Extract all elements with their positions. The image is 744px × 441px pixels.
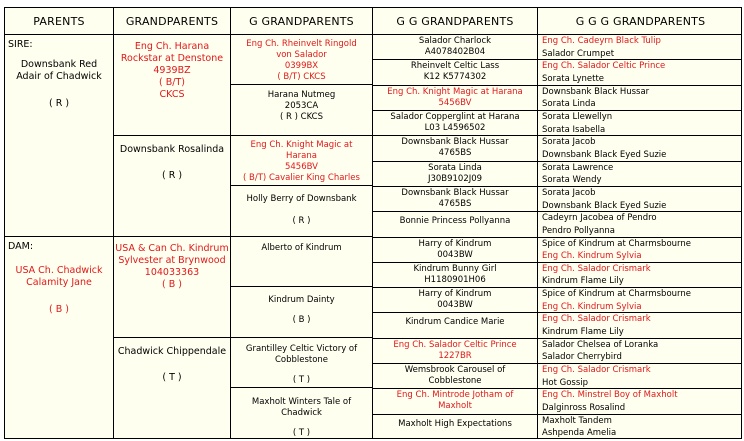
gg-grandparent-cell (373, 136, 538, 161)
g-grandparent-line: ( B/T) CKCS (277, 72, 326, 82)
grandparent-line: 104033363 (144, 267, 200, 278)
ggg-grandparent-name: Salador Chelsea of Loranka (542, 339, 659, 350)
grandparent-line: Chadwick Chippendale (117, 346, 227, 357)
ggg-grandparent-cell (538, 250, 742, 263)
grandparent-line: ( B/T) (159, 77, 185, 88)
g-grandparent-line: ( T ) (292, 375, 311, 385)
ggg-grandparent-cell (538, 377, 742, 390)
gg-grandparent-cell (373, 288, 538, 313)
ggg-grandparent-name: Pendro Pollyanna (542, 225, 616, 236)
gg-grandparent-cell (373, 263, 538, 288)
g-grandparent-cell (231, 287, 373, 338)
g-grandparent-cell (231, 35, 373, 85)
ggg-grandparent-name: Cadeyrn Jacobea of Pendro (542, 213, 657, 224)
gg-grandparent-line: Salador Charlock (418, 36, 492, 46)
ggg-grandparent-name: Salador Crumpet (542, 48, 615, 59)
gg-grandparent-line: Kindrum Bunny Girl (413, 263, 497, 274)
grandparent-line: ( T ) (162, 372, 182, 383)
ggg-grandparent-name: Sorata Lawrence (542, 162, 614, 173)
g-grandparent-line: ( B ) (292, 315, 311, 325)
grandparent-cell (114, 237, 231, 338)
ggg-grandparent-cell (538, 212, 742, 225)
g-grandparent-line: Cobblestone (274, 355, 329, 365)
ggg-grandparent-cell (538, 351, 742, 364)
ggg-grandparent-name: Spice of Kindrum at Charmsbourne (542, 289, 692, 300)
gg-grandparent-line: H1180901H06 (424, 274, 486, 285)
g-grandparent-line: Alberto of Kindrum (261, 243, 342, 253)
gg-grandparent-line: Harry of Kindrum (418, 238, 492, 249)
ggg-grandparent-cell (538, 73, 742, 86)
grandparent-line: ( B ) (162, 279, 182, 290)
grandparent-line: Rockstar at Denstone (120, 53, 224, 64)
gg-grandparent-cell (373, 238, 538, 263)
ggg-grandparent-name: Sorata Lynette (542, 73, 605, 84)
g-grandparent-cell (231, 186, 373, 237)
pedigree-table (4, 7, 742, 439)
gg-grandparent-cell (373, 364, 538, 389)
gg-grandparent-cell (373, 35, 538, 60)
grandparent-line: 4939BZ (153, 65, 191, 76)
gg-grandparent-line: 1227BR (438, 350, 472, 361)
grandparent-cell (114, 136, 231, 237)
g-grandparent-line: Eng Ch. Rheinvelt Ringold (246, 39, 357, 49)
g-grandparent-line: Holly Berry of Downsbank (246, 194, 357, 204)
gg-grandparent-cell (373, 389, 538, 414)
ggg-grandparent-cell (538, 275, 742, 288)
ggg-grandparent-cell (538, 86, 742, 99)
g-grandparent-line: ( R ) CKCS (279, 112, 324, 122)
ggg-grandparent-name: Maxholt Tandem (542, 415, 612, 426)
g-grandparent-line: Harana (286, 151, 317, 161)
ggg-grandparent-cell (538, 124, 742, 137)
gg-grandparent-line: Downsbank Black Hussar (401, 187, 509, 198)
ggg-grandparent-name: Sorata Jacob (542, 187, 596, 198)
gg-grandparent-line: Eng Ch. Knight Magic at Harana (387, 86, 523, 97)
ggg-grandparent-name: Spice of Kindrum at Charmsbourne (542, 238, 692, 249)
ggg-grandparent-cell (538, 136, 742, 149)
ggg-grandparent-cell (538, 162, 742, 175)
grandparent-cell (114, 35, 231, 136)
ggg-grandparent-name: Salador Cherrybird (542, 352, 622, 363)
gg-grandparent-cell (373, 86, 538, 111)
grandparent-cell (114, 338, 231, 439)
ggg-grandparent-cell (538, 174, 742, 187)
g-grandparent-line: Kindrum Dainty (268, 295, 335, 305)
ggg-grandparent-name: Eng Ch. Kindrum Sylvia (542, 251, 642, 262)
gg-grandparent-line: Salador Copperglint at Harana (390, 111, 520, 122)
ggg-grandparent-cell (538, 263, 742, 276)
sire-color: ( R ) (48, 98, 70, 109)
ggg-grandparent-cell (538, 225, 742, 238)
header-gg-grandparents: G G GRANDPARENTS (373, 8, 538, 35)
ggg-grandparent-name: Kindrum Flame Lily (542, 276, 624, 287)
ggg-grandparent-name: Eng Ch. Cadeyrn Black Tulip (542, 36, 661, 46)
ggg-grandparent-cell (538, 48, 742, 61)
g-grandparent-line: ( B/T) Cavalier King Charles (243, 173, 360, 183)
header-parents: PARENTS (5, 8, 114, 35)
ggg-grandparent-name: Eng Ch. Salador Crismark (542, 365, 651, 376)
header-g-grandparents: G GRANDPARENTS (231, 8, 373, 35)
ggg-grandparent-name: Sorata Linda (542, 99, 596, 110)
gg-grandparent-line: Cobblestone (428, 376, 482, 387)
dam-color: ( B ) (49, 304, 69, 315)
grandparent-line: Sylvester at Brynwood (118, 255, 226, 266)
ggg-grandparent-name: Downsbank Black Eyed Suzie (542, 200, 667, 211)
gg-grandparent-line: K12 K5774302 (423, 72, 487, 83)
gg-grandparent-line: 4765BS (438, 148, 472, 159)
ggg-grandparent-name: Eng Ch. Salador Celtic Prince (542, 61, 666, 72)
ggg-grandparent-name: Eng Ch. Kindrum Sylvia (542, 301, 642, 312)
gg-grandparent-line: A4078402B04 (424, 47, 486, 57)
gg-grandparent-cell (373, 339, 538, 364)
ggg-grandparent-name: Ashpenda Amelia (542, 428, 617, 439)
gg-grandparent-cell (373, 212, 538, 237)
gg-grandparent-line: 4765BS (438, 198, 472, 209)
g-grandparent-line: Eng Ch. Knight Magic at (250, 140, 353, 150)
grandparent-line: USA & Can Ch. Kindrum (115, 243, 229, 254)
ggg-grandparent-cell (538, 111, 742, 124)
g-grandparent-line: ( R ) (292, 216, 311, 226)
gg-grandparent-line: J30B9102J09 (427, 173, 483, 184)
g-grandparent-line: 0399BX (284, 61, 319, 71)
ggg-grandparent-cell (538, 402, 742, 415)
g-grandparent-line: von Salador (276, 50, 327, 60)
ggg-grandparent-name: Kindrum Flame Lily (542, 327, 624, 338)
ggg-grandparent-cell (538, 238, 742, 251)
sire-name-line: Adair of Chadwick (16, 71, 102, 82)
gg-grandparent-line: Kindrum Candice Marie (405, 317, 505, 328)
grandparent-line: Eng Ch. Harana (134, 41, 210, 52)
ggg-grandparent-cell (538, 288, 742, 301)
ggg-grandparent-name: Sorata Llewellyn (542, 111, 613, 122)
dam-name-line: USA Ch. Chadwick (15, 265, 103, 276)
ggg-grandparent-cell (538, 415, 742, 428)
header-grandparents: GRANDPARENTS (114, 8, 231, 35)
gg-grandparent-line: Maxholt High Expectations (398, 418, 512, 429)
gg-grandparent-cell (373, 415, 538, 439)
ggg-grandparent-cell (538, 301, 742, 314)
ggg-grandparent-cell (538, 60, 742, 73)
gg-grandparent-line: Eng Ch. Mintrode Jotham of (396, 390, 514, 401)
g-grandparent-cell (231, 136, 373, 186)
gg-grandparent-cell (373, 313, 538, 338)
ggg-grandparent-cell (538, 326, 742, 339)
g-grandparent-line: Harana Nutmeg (267, 90, 336, 100)
gg-grandparent-cell (373, 187, 538, 212)
gg-grandparent-line: Maxholt (438, 401, 472, 412)
g-grandparent-line: 2053CA (284, 101, 319, 111)
g-grandparent-line: Chadwick (281, 408, 322, 418)
ggg-grandparent-name: Eng Ch. Salador Crismark (542, 314, 651, 325)
gg-grandparent-cell (373, 162, 538, 187)
g-grandparent-cell (231, 388, 373, 439)
ggg-grandparent-name: Eng Ch. Salador Crismark (542, 263, 651, 274)
ggg-grandparent-cell (538, 313, 742, 326)
g-grandparent-line: 5456BV (284, 162, 319, 172)
ggg-grandparent-cell (538, 389, 742, 402)
ggg-grandparent-cell (538, 149, 742, 162)
dam-label: DAM: (8, 241, 34, 252)
grandparent-line: ( R ) (161, 170, 183, 181)
dam-cell (5, 237, 114, 439)
ggg-grandparent-cell (538, 427, 742, 439)
sire-name-line: Downsbank Red (20, 59, 98, 70)
gg-grandparent-line: Harry of Kindrum (418, 289, 492, 300)
grandparent-line: Downsbank Rosalinda (119, 144, 225, 155)
gg-grandparent-line: 0043BW (437, 300, 473, 311)
gg-grandparent-line: Sorata Linda (428, 162, 482, 173)
g-grandparent-cell (231, 338, 373, 388)
grandparent-line: CKCS (159, 89, 185, 100)
gg-grandparent-cell (373, 60, 538, 85)
ggg-grandparent-name: Downsbank Black Eyed Suzie (542, 149, 667, 160)
ggg-grandparent-name: Sorata Jacob (542, 137, 596, 148)
ggg-grandparent-name: Eng Ch. Minstrel Boy of Maxholt (542, 390, 678, 401)
ggg-grandparent-name: Downsbank Black Hussar (542, 86, 650, 97)
g-grandparent-line: Maxholt Winters Tale of (251, 397, 352, 407)
ggg-grandparent-name: Hot Gossip (542, 377, 589, 388)
gg-grandparent-line: Bonnie Princess Pollyanna (399, 216, 511, 227)
gg-grandparent-line: Wemsbrook Carousel of (404, 365, 506, 376)
ggg-grandparent-name: Dalginross Rosalind (542, 403, 626, 414)
g-grandparent-cell (231, 85, 373, 136)
g-grandparent-line: ( T ) (292, 428, 311, 438)
gg-grandparent-line: Eng Ch. Salador Celtic Prince (393, 339, 517, 350)
ggg-grandparent-name: Sorata Wendy (542, 175, 602, 186)
gg-grandparent-line: 0043BW (437, 249, 473, 260)
gg-grandparent-cell (373, 111, 538, 136)
gg-grandparent-line: Downsbank Black Hussar (401, 137, 509, 148)
ggg-grandparent-cell (538, 364, 742, 377)
gg-grandparent-line: Rheinvelt Celtic Lass (410, 61, 500, 72)
ggg-grandparent-cell (538, 187, 742, 200)
ggg-grandparent-cell (538, 200, 742, 213)
header-ggg-grandparents: G G G GRANDPARENTS (538, 8, 742, 35)
dam-name-line: Calamity Jane (26, 277, 92, 288)
sire-cell (5, 35, 114, 237)
ggg-grandparent-name: Sorata Isabella (542, 124, 606, 135)
gg-grandparent-line: L03 L4596502 (424, 122, 486, 133)
sire-label: SIRE: (8, 39, 33, 50)
gg-grandparent-line: 5456BV (438, 97, 472, 108)
ggg-grandparent-cell (538, 35, 742, 48)
ggg-grandparent-cell (538, 98, 742, 111)
g-grandparent-line: Grantilley Celtic Victory of (245, 344, 358, 354)
g-grandparent-cell (231, 237, 373, 287)
ggg-grandparent-cell (538, 339, 742, 352)
